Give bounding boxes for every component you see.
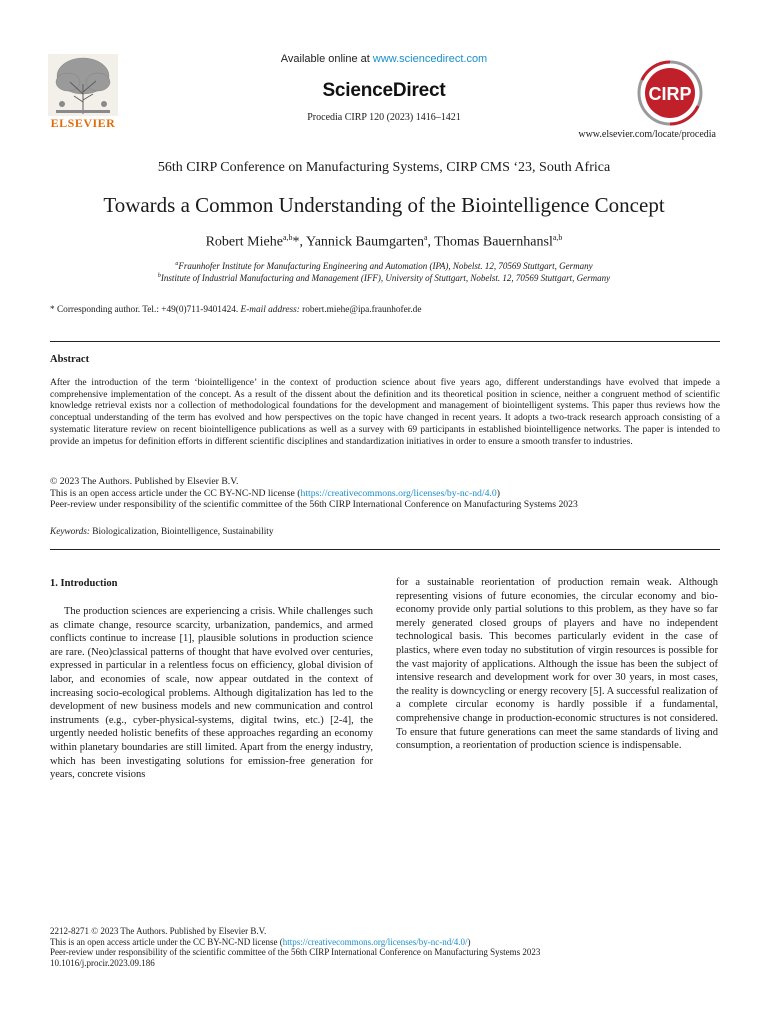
divider — [50, 549, 720, 550]
license-link[interactable]: https://creativecommons.org/licenses/by-nc-nd/4.0 — [300, 487, 497, 499]
journal-homepage[interactable]: www.elsevier.com/locate/procedia — [578, 129, 716, 140]
keywords: Keywords: Biologicalization, Biointelligence, Sustainability — [50, 527, 274, 537]
author-list: Robert Miehe$^{a,b}$*, Yannick Baumgarten$^a$, Thomas Bauernhansl$^{a,b}$ — [205, 233, 563, 250]
cirp-logo — [630, 58, 710, 128]
doi[interactable]: 10.1016/j.procir.2023.09.186 — [50, 957, 155, 968]
body-text-right-column: for a sustainable reorientation of production remain weak. Although representing visions of future economies, the circular economy and bio-economy provide only partial solutions to this problem, as they have so far merely generated closed groups of players and have no independent technological basis. This becomes particularly evident in the case of plastics, where even today no substitution of virgin resources is possible for the vast majority of applications. Although the issue has been the subject of intensive research and development work for over 30 years, in most cases, the reality is downcycling or energy recovery [5]. A successful realization of a complete circular economy is hardly possible if a fundamental, comprehensive change in production-economic structures is not considered. To ensure that future generations can meet the same standards of living and consumption, a reorientation of production science is indispensable. — [396, 577, 718, 752]
available-online: Available online at www.sciencedirect.com — [280, 53, 488, 65]
author-affiliation-mark: a,b — [282, 233, 293, 242]
section-heading: 1. Introduction — [50, 578, 118, 589]
paper-title: Towards a Common Understanding of the Biointelligence Concept — [103, 193, 665, 217]
affiliation: $^b$Institute of Industrial Manufacturing and Management (IFF), University of Stuttgart, Nobelst. 12, 70569 Stuttgart, Germany — [157, 273, 611, 283]
peer-review-line: Peer-review under responsibility of the scientific committee of the 56th CIRP International Conference on Manufacturing Systems 2023 — [50, 499, 578, 510]
author-affiliation-mark: a — [423, 233, 428, 242]
author-name: Robert Miehe — [205, 234, 283, 250]
cirp-logo-text: CIRP — [648, 84, 692, 104]
author-name: Yannick Baumgarten — [306, 234, 424, 250]
conference-name: 56th CIRP Conference on Manufacturing Systems, CIRP CMS ‘23, South Africa — [157, 160, 611, 175]
issn-line: 2212-8271 © 2023 The Authors. Published by Elsevier B.V. — [50, 926, 267, 936]
sciencedirect-logo: ScienceDirect — [322, 80, 446, 101]
copyright-block — [50, 476, 720, 511]
affiliation: $^a$Fraunhofer Institute for Manufacturing Engineering and Automation (IPA), Nobelst. 12, 70569 Stuttgart, Germany — [175, 261, 593, 271]
sciencedirect-link[interactable]: www.sciencedirect.com — [372, 53, 488, 65]
abstract-text: After the introduction of the term ‘biointelligence’ in the context of production science about five years ago, different understandings have evolved that impede a comprehensive implementation of the concept. As a result of the dissent about the definition and its theoretical position in science, neither a congruent method of scientific knowledge retrieval exists nor a collection of methodological foundations for the development and management of biointelligent systems. This paper thus reviews how the conceptual understanding of the term has evolved and how perspectives on the topic have changed in recent years. It adopts a two-track research approach consisting of a systematic literature review on recent biointelligence publications as well as a survey with 69 participants in established biointelligence networks. The paper is intended to provide an impetus for definition efforts in different scientific disciplines and standardization initiatives in order to ensure a smooth transfer to industries. — [50, 378, 720, 447]
elsevier-wordmark: ELSEVIER — [50, 116, 116, 130]
divider — [50, 341, 720, 342]
body-text-left-column: The production sciences are experiencing a crisis. While challenges such as climate change, resource scarcity, urbanization, pandemics, and armed conflicts continue to increase [1], plausible solutions in production science are rare. (Neo)classical patterns of thought that have evolved over centuries, expressed in particular in a relentless focus on efficiency, global division of labor, and economies of scale, now appear outdated in the context of increasing socio-ecological problems. Although digitalization has led to the development of new business models and new communication and control instruments (e.g., cyber-physical-systems, digital twins, etc.) [2-4], the urgently needed holistic benefits of these approaches regarding an economy within planetary boundaries are still limited. Apart from the energy industry, which has been investigating solutions for emission-free generation for years, concrete visions — [50, 606, 373, 781]
author-email[interactable]: robert.miehe@ipa.fraunhofer.de — [299, 305, 422, 315]
footer-peer-review: Peer-review under responsibility of the scientific committee of the 56th CIRP International Conference on Manufacturing Systems 2023 — [50, 947, 541, 958]
author-name: Thomas Bauernhansl — [434, 234, 553, 250]
page-footer — [50, 926, 730, 968]
author-affiliation-mark: a,b — [552, 233, 563, 242]
abstract-heading: Abstract — [50, 354, 90, 365]
corresponding-author: * Corresponding author. Tel.: +49(0)711-9401424. E-mail address: robert.miehe@ipa.fraunhofer.de — [50, 305, 422, 315]
license-line: This is an open access article under the CC BY-NC-ND license (https://creativecommons.org/licenses/by-nc-nd/4.0) — [50, 487, 500, 499]
footer-license-link[interactable]: https://creativecommons.org/licenses/by-nc-nd/4.0/ — [282, 936, 468, 947]
journal-reference: Procedia CIRP 120 (2023) 1416–1421 — [307, 112, 461, 123]
copyright-line: © 2023 The Authors. Published by Elsevier B.V. — [50, 476, 239, 487]
footer-license-line: This is an open access article under the CC BY-NC-ND license (https://creativecommons.org/licenses/by-nc-nd/4.0/) — [50, 936, 471, 947]
